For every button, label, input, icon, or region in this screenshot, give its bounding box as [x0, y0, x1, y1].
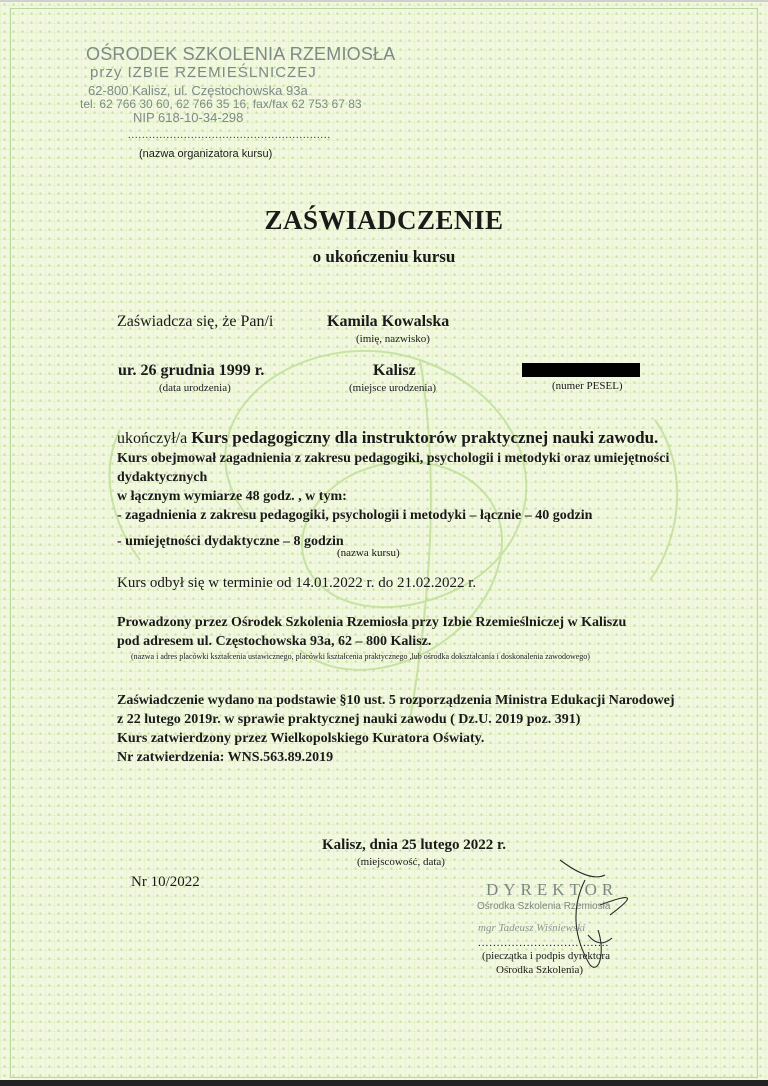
signature-caption-1: (pieczątka i podpis dyrektora	[482, 950, 610, 962]
course-scope-1: Kurs obejmował zagadnienia z zakresu pedagogiki, psychologii i metodyki oraz umiejętności	[117, 451, 670, 466]
person-name-caption: (imię, nazwisko)	[356, 333, 430, 345]
director-stamp-org: Ośrodka Szkolenia Rzemiosła	[477, 901, 611, 912]
birth-date: ur. 26 grudnia 1999 r.	[118, 362, 265, 379]
stamp-org-chamber: przy IZBIE RZEMIEŚLNICZEJ	[90, 64, 317, 81]
course-part-2: - umiejętności dydaktyczne – 8 godzin	[117, 534, 344, 549]
legal-basis-1: Zaświadczenie wydano na podstawie §10 ust. 5 rozporządzenia Ministra Edukacji Narodowej	[117, 693, 675, 708]
stamp-org-phone: tel. 62 766 30 60, 62 766 35 16, fax/fax 62 753 67 83	[80, 97, 362, 111]
scan-bottom-edge	[0, 1080, 768, 1086]
issue-place-date-caption: (miejscowość, data)	[357, 856, 445, 868]
issue-place-date: Kalisz, dnia 25 lutego 2022 r.	[322, 837, 507, 853]
course-part-1: - zagadnienia z zakresu pedagogiki, psychologii i metodyki – łącznie – 40 godzin	[117, 508, 593, 523]
course-name: Kurs pedagogiczny dla instruktorów praktycznej nauki zawodu.	[191, 428, 659, 447]
signature-caption-2: Ośrodka Szkolenia)	[496, 964, 584, 976]
birth-date-caption: (data urodzenia)	[159, 382, 231, 394]
course-term: Kurs odbył się w terminie od 14.01.2022 r. do 21.02.2022 r.	[117, 575, 477, 591]
approval-number: Nr zatwierdzenia: WNS.563.89.2019	[117, 750, 334, 765]
conducted-by-2: pod adresem ul. Częstochowska 93a, 62 – 800 Kalisz.	[117, 634, 432, 649]
legal-basis-2: z 22 lutego 2019r. w sprawie praktycznej nauki zawodu ( Dz.U. 2019 poz. 391)	[117, 712, 581, 727]
birth-place-caption: (miejsce urodzenia)	[349, 382, 437, 394]
organizer-dotted-line: ..........................................................	[128, 130, 331, 141]
pesel-caption: (numer PESEL)	[552, 380, 623, 392]
certifies-label: Zaświadcza się, że Pan/i	[117, 313, 274, 330]
conducted-by-1: Prowadzony przez Ośrodek Szkolenia Rzemiosła przy Izbie Rzemieślniczej w Kaliszu	[117, 615, 627, 630]
document-subtitle: o ukończeniu kursu	[312, 247, 456, 266]
stamp-org-name: OŚRODEK SZKOLENIA RZEMIOSŁA	[86, 44, 396, 64]
stamp-org-address: 62-800 Kalisz, ul. Częstochowska 93a	[88, 83, 308, 98]
organizer-caption: (nazwa organizatora kursu)	[139, 148, 273, 160]
course-hours: w łącznym wymiarze 48 godz. , w tym:	[117, 489, 347, 504]
director-stamp-name: mgr Tadeusz Wiśniewski	[478, 922, 586, 934]
signature-dotted-line: ...................................	[478, 937, 610, 949]
document-number: Nr 10/2022	[131, 874, 200, 890]
course-caption: (nazwa kursu)	[337, 547, 400, 559]
birth-place: Kalisz	[373, 362, 416, 379]
legal-basis-3: Kurs zatwierdzony przez Wielkopolskiego Kuratora Oświaty.	[117, 731, 485, 746]
completed-prefix: ukończył/a	[117, 430, 188, 447]
conducted-caption: (nazwa i adres placówki kształcenia ustawicznego, placówki kształcenia praktycznego ,lub ośrodka dokształcania i doskonalenia zawodowego)	[131, 652, 590, 661]
document-title: ZAŚWIADCZENIE	[264, 205, 504, 235]
stamp-org-nip: NIP 618-10-34-298	[133, 110, 244, 125]
person-name: Kamila Kowalska	[327, 313, 450, 330]
director-stamp-title: DYREKTOR	[486, 880, 619, 899]
course-scope-2: dydaktycznych	[117, 470, 208, 485]
